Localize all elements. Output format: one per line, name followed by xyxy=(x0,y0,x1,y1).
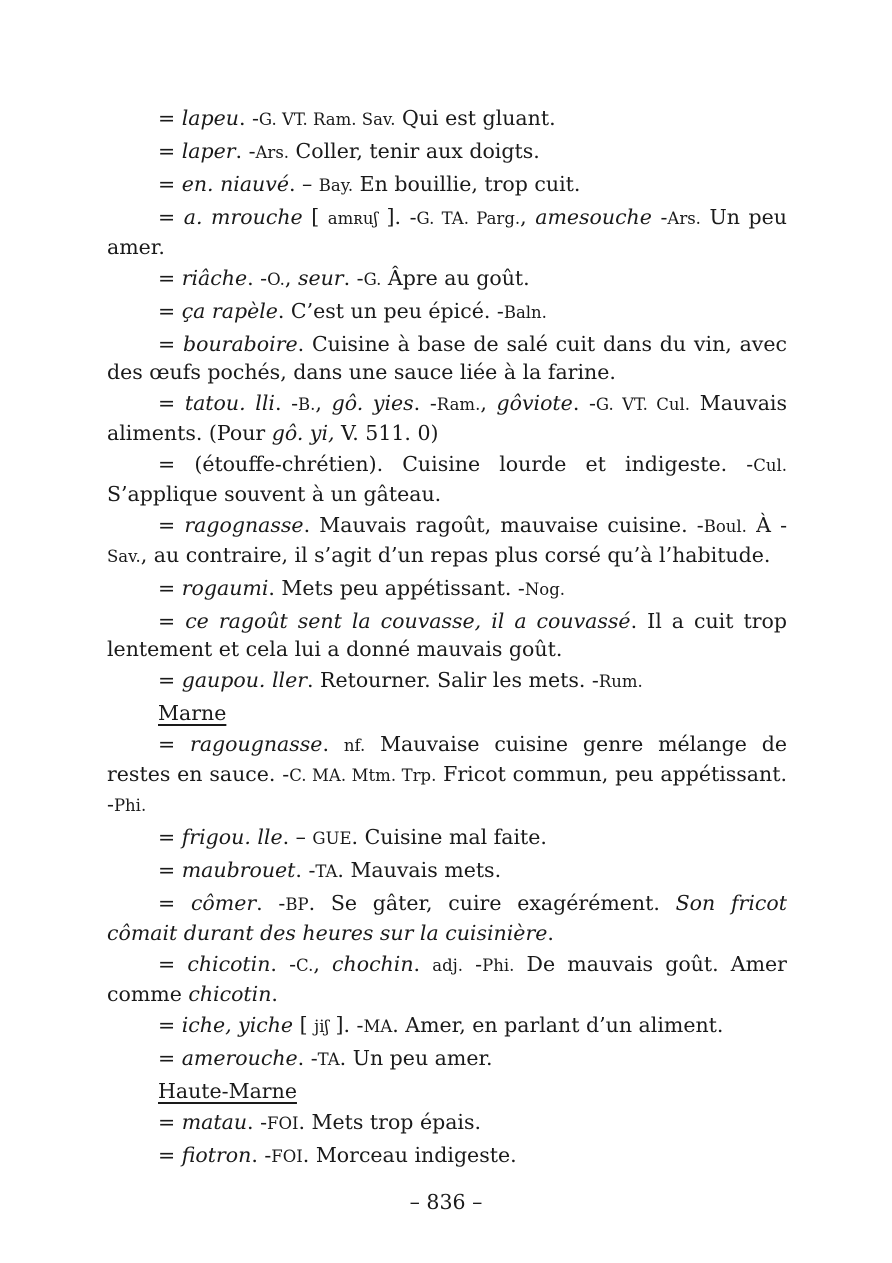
entry-text: Coller, tenir aux doigts. xyxy=(289,139,540,163)
entry-text: = xyxy=(158,172,182,196)
source-abbrev: Sav. xyxy=(107,547,141,566)
headword-text: amerouche xyxy=(181,1046,298,1070)
entry-text: , xyxy=(520,205,536,229)
section-heading xyxy=(158,699,787,727)
dictionary-entry xyxy=(107,511,787,571)
headword-text: gaupou. ller xyxy=(181,668,307,692)
source-abbrev: Bay. xyxy=(318,176,354,195)
dictionary-entry xyxy=(107,264,787,294)
entry-text: = xyxy=(158,513,185,537)
headword-text: Son fricot cômait durant des heures sur la cuisinière xyxy=(107,891,787,945)
source-abbrev: Cul. xyxy=(753,456,787,475)
dictionary-entry xyxy=(107,889,787,947)
dictionary-entry xyxy=(107,856,787,886)
headword-text: riâche xyxy=(181,266,248,290)
dictionary-entry xyxy=(107,1141,787,1171)
entry-text: . C’est un peu épicé. - xyxy=(277,299,504,323)
entry-text: = xyxy=(158,205,184,229)
entry-text: = xyxy=(158,858,182,882)
entry-text: = xyxy=(158,732,191,756)
entry-text: = xyxy=(158,299,182,323)
entry-text: - xyxy=(463,952,483,976)
entry-text: , xyxy=(480,391,497,415)
headword-text: seur xyxy=(297,266,344,290)
entry-text: . xyxy=(547,921,554,945)
entry-text: . - xyxy=(235,139,256,163)
source-abbrev: C. MA. Mtm. Trp. xyxy=(289,766,437,785)
dictionary-entry xyxy=(107,730,787,820)
headword-text: iche, yiche xyxy=(181,1013,294,1037)
entry-text: - xyxy=(651,205,668,229)
source-abbrev: Rum. xyxy=(598,672,643,691)
headword-text: ça rapèle xyxy=(181,299,278,323)
entry-text: . Cuisine mal faite. xyxy=(351,825,547,849)
entry-text: . Retourner. Salir les mets. - xyxy=(307,668,599,692)
dictionary-entry xyxy=(107,330,787,386)
source-abbrev: amʀuʃ xyxy=(327,209,378,228)
entry-text: = xyxy=(158,1046,182,1070)
entry-text: ]. - xyxy=(377,205,417,229)
page-number: – 836 – xyxy=(409,1190,483,1214)
entry-text: . - xyxy=(343,266,364,290)
headword-text: laper xyxy=(181,139,236,163)
source-abbrev: adj. xyxy=(432,956,463,975)
headword-text: gô. yies xyxy=(331,391,414,415)
dictionary-entry xyxy=(107,389,787,447)
headword-text: lapeu xyxy=(181,106,239,130)
entry-text: . Un peu amer. xyxy=(339,1046,493,1070)
entry-text: . xyxy=(413,952,433,976)
source-abbrev: Ars. xyxy=(667,209,701,228)
source-abbrev: Ram. xyxy=(436,395,481,414)
entry-text: . – xyxy=(288,172,319,196)
headword-text: ragougnasse xyxy=(190,732,323,756)
entry-text: . – xyxy=(282,825,313,849)
source-abbrev: Ars. xyxy=(255,143,290,162)
headword-text: a. mrouche xyxy=(183,205,303,229)
entry-text: = xyxy=(158,576,182,600)
entry-text: . - xyxy=(247,266,268,290)
headword-text: ragognasse xyxy=(184,513,304,537)
entry-text: . Amer, en parlant d’un aliment. xyxy=(392,1013,724,1037)
entry-text: , xyxy=(284,266,298,290)
headword-text: amesouche xyxy=(535,205,652,229)
heading-text: Marne xyxy=(158,701,227,725)
headword-text: chicotin xyxy=(188,982,272,1006)
entry-text: De mauvais goût. Amer comme xyxy=(107,952,787,1006)
entry-text: En bouillie, trop cuit. xyxy=(353,172,581,196)
source-abbrev: G. TA. Parg. xyxy=(416,209,521,228)
entry-text: . - xyxy=(297,1046,318,1070)
headword-text: ce ragoût sent la couvasse, il a couvassé xyxy=(185,609,631,633)
source-abbrev: BP xyxy=(285,895,309,914)
dictionary-entry xyxy=(107,823,787,853)
entry-text: ]. - xyxy=(328,1013,364,1037)
entry-text: . - xyxy=(238,106,259,130)
entry-text: . xyxy=(271,982,278,1006)
entry-text: . - xyxy=(413,391,437,415)
source-abbrev: MA xyxy=(363,1017,393,1036)
entry-text: Mauvaise cuisine genre mélange de restes en sauce. - xyxy=(107,732,787,786)
dictionary-entry xyxy=(107,450,787,508)
entry-text: = xyxy=(158,139,182,163)
entry-text: = xyxy=(158,1013,182,1037)
entry-text: = xyxy=(158,106,182,130)
source-abbrev: Baln. xyxy=(503,303,547,322)
dictionary-entry xyxy=(107,574,787,604)
entry-text: Âpre au goût. xyxy=(381,266,530,290)
entry-text: [ xyxy=(293,1013,315,1037)
entry-text: V. 511. 0) xyxy=(334,421,439,445)
dictionary-entry xyxy=(107,950,787,1008)
entry-text: À - xyxy=(746,513,787,537)
entry-text: . - xyxy=(247,1110,267,1134)
source-abbrev: TA xyxy=(317,1050,340,1069)
headword-text: chochin xyxy=(332,952,414,976)
entry-text: . Se gâter, cuire exagérément. xyxy=(308,891,676,915)
entry-text: . Cuisine à base de salé cuit dans du vin, avec des œufs pochés, dans une sauce liée à la farine. xyxy=(107,332,787,384)
headword-text: gô. yi, xyxy=(271,421,335,445)
entry-text: = xyxy=(158,891,191,915)
dictionary-entry xyxy=(107,1044,787,1074)
heading-text: Haute-Marne xyxy=(158,1079,297,1103)
dictionary-entry xyxy=(107,1108,787,1138)
dictionary-entry xyxy=(107,297,787,327)
headword-text: tatou. lli xyxy=(184,391,275,415)
entry-text: Fricot commun, peu appétissant. - xyxy=(107,762,787,816)
entry-text: . Mauvais ragoût, mauvaise cuisine. - xyxy=(303,513,704,537)
source-abbrev: B. xyxy=(298,395,316,414)
headword-text: gôviote xyxy=(496,391,573,415)
entry-text: Un peu amer. xyxy=(107,205,787,259)
source-abbrev: Phi. xyxy=(482,956,515,975)
entry-text: . Mauvais mets. xyxy=(337,858,502,882)
entry-text: = xyxy=(158,332,183,356)
page-body xyxy=(107,104,787,1174)
entry-text: , xyxy=(315,391,332,415)
entry-text: = xyxy=(158,266,182,290)
entry-text: = xyxy=(158,825,182,849)
entry-text: = xyxy=(158,1110,182,1134)
entry-text: Qui est gluant. xyxy=(395,106,556,130)
entry-text: = xyxy=(158,952,188,976)
headword-text: fiotron xyxy=(181,1143,252,1167)
dictionary-entry xyxy=(107,1011,787,1041)
dictionary-entry xyxy=(107,607,787,663)
entry-text: . - xyxy=(572,391,596,415)
headword-text: en. niauvé xyxy=(181,172,289,196)
entry-text: . Il a cuit trop lentement et cela lui a donné mauvais goût. xyxy=(107,609,787,661)
dictionary-entry xyxy=(107,666,787,696)
dictionary-entry xyxy=(107,104,787,134)
entry-text: = xyxy=(158,668,182,692)
headword-text: frigou. lle xyxy=(181,825,283,849)
source-abbrev: Phi. xyxy=(113,796,147,815)
headword-text: chicotin xyxy=(187,952,271,976)
entry-text: = xyxy=(158,391,185,415)
entry-text: Mauvais aliments. (Pour xyxy=(107,391,787,445)
entry-text: . Mets peu appétissant. - xyxy=(268,576,525,600)
entry-text: . - xyxy=(295,858,316,882)
source-abbrev: G. VT. Cul. xyxy=(595,395,691,414)
source-abbrev: jiʃ xyxy=(314,1017,329,1036)
entry-text: , au contraire, il s’agit d’un repas plus corsé qu’à l’habitude. xyxy=(140,543,771,567)
entry-text: . - xyxy=(270,952,297,976)
source-abbrev: nf. xyxy=(343,736,366,755)
dictionary-entry xyxy=(107,170,787,200)
entry-text: . xyxy=(322,732,344,756)
section-heading xyxy=(158,1077,787,1105)
entry-text: = (étouffe-chrétien). Cuisine lourde et indigeste. - xyxy=(158,452,754,476)
headword-text: cômer xyxy=(190,891,257,915)
entry-text: = xyxy=(158,1143,182,1167)
headword-text: maubrouet xyxy=(181,858,296,882)
headword-text: rogaumi xyxy=(181,576,269,600)
source-abbrev: O. xyxy=(267,270,285,289)
entry-text: . - xyxy=(251,1143,272,1167)
headword-text: matau xyxy=(181,1110,248,1134)
source-abbrev: GUE xyxy=(312,829,352,848)
source-abbrev: FOI xyxy=(271,1147,303,1166)
source-abbrev: Boul. xyxy=(703,517,747,536)
entry-text: . - xyxy=(256,891,286,915)
entry-text: = xyxy=(158,609,186,633)
source-abbrev: TA xyxy=(315,862,338,881)
dictionary-entry xyxy=(107,137,787,167)
headword-text: bouraboire xyxy=(182,332,298,356)
entry-text: S’applique souvent à un gâteau. xyxy=(107,482,442,506)
entry-text: [ xyxy=(302,205,328,229)
source-abbrev: G. VT. Ram. Sav. xyxy=(258,110,396,129)
entry-text: . Mets trop épais. xyxy=(298,1110,482,1134)
source-abbrev: C. xyxy=(296,956,314,975)
entry-text: . - xyxy=(274,391,299,415)
dictionary-entry xyxy=(107,203,787,261)
entry-text: , xyxy=(313,952,333,976)
source-abbrev: G. xyxy=(363,270,382,289)
source-abbrev: Nog. xyxy=(524,580,566,599)
entry-text: . Morceau indigeste. xyxy=(302,1143,517,1167)
source-abbrev: FOI xyxy=(267,1114,299,1133)
